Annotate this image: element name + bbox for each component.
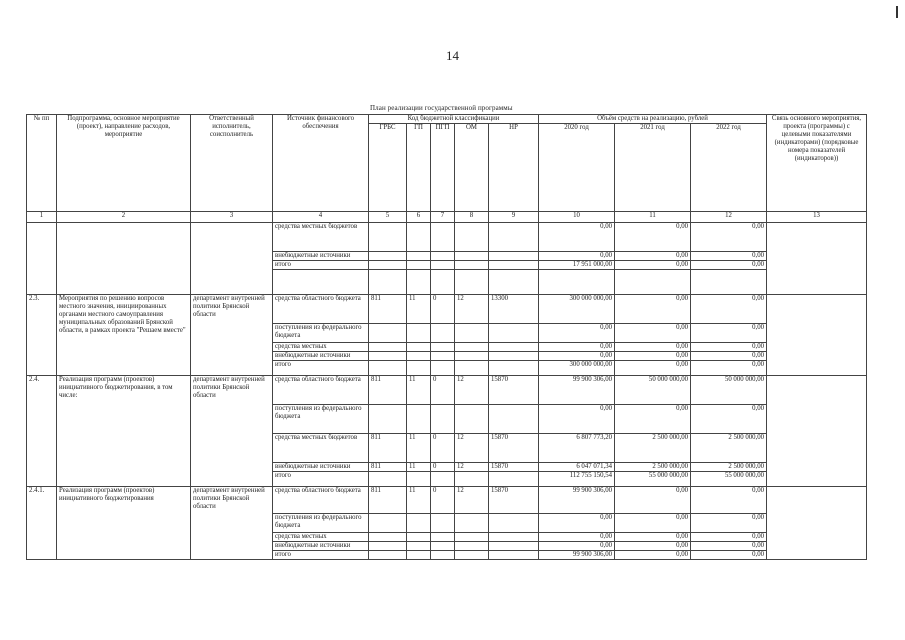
table-row	[27, 223, 867, 252]
code-om: 12	[455, 487, 489, 514]
amount-2020: 0,00	[539, 343, 615, 352]
amount-2020: 6 807 773,20	[539, 434, 615, 463]
amount-2020: 6 047 071,34	[539, 463, 615, 472]
row-number: 2.4.	[27, 376, 57, 487]
amount-2020: 99 900 306,00	[539, 376, 615, 405]
header-2022: 2022 год	[691, 124, 767, 212]
code-pgp: 0	[431, 463, 455, 472]
amount-2020: 112 755 150,54	[539, 472, 615, 487]
amount-2020: 0,00	[539, 324, 615, 343]
code-nr: 15870	[489, 376, 539, 405]
code-grbs: 811	[369, 487, 407, 514]
header-responsible: Ответственный исполнитель, соисполнитель	[191, 115, 273, 212]
col-number: 6	[407, 212, 431, 223]
source-label: итого	[273, 361, 369, 376]
code-nr: 13300	[489, 295, 539, 324]
header-grbs: ГРБС	[369, 124, 407, 212]
header-no: № пп	[27, 115, 57, 212]
responsible-dept: департамент внутренней политики Брянской области	[191, 487, 273, 560]
amount-2021: 55 000 000,00	[615, 472, 691, 487]
source-label: средства областного бюджета	[273, 376, 369, 405]
code-grbs: 811	[369, 463, 407, 472]
amount-2021: 0,00	[615, 343, 691, 352]
code-grbs: 811	[369, 434, 407, 463]
amount-2022: 0,00	[691, 343, 767, 352]
amount-2022: 0,00	[691, 324, 767, 343]
amount-2022: 55 000 000,00	[691, 472, 767, 487]
code-om: 12	[455, 463, 489, 472]
plan-table	[26, 114, 867, 560]
responsible-dept: департамент внутренней политики Брянской области	[191, 295, 273, 376]
source-label: внебюджетные источники	[273, 352, 369, 361]
source-label: внебюджетные источники	[273, 463, 369, 472]
col-number: 8	[455, 212, 489, 223]
header-link: Связь основного мероприятия, проекта (программы) с целевыми показателями (индикаторами) (порядковые номера показателей (индикаторов))	[767, 115, 867, 212]
col-number: 2	[57, 212, 191, 223]
code-pgp: 0	[431, 487, 455, 514]
code-om: 12	[455, 434, 489, 463]
amount-2022: 0,00	[691, 252, 767, 261]
responsible-dept: департамент внутренней политики Брянской области	[191, 376, 273, 487]
amount-2022: 50 000 000,00	[691, 376, 767, 405]
col-number: 1	[27, 212, 57, 223]
col-number: 3	[191, 212, 273, 223]
header-om: ОМ	[455, 124, 489, 212]
source-label: средства областного бюджета	[273, 487, 369, 514]
source-label: внебюджетные источники	[273, 252, 369, 261]
col-number: 7	[431, 212, 455, 223]
source-label: средства местных бюджетов	[273, 434, 369, 463]
cont-link-cell	[767, 223, 867, 295]
amount-2022: 0,00	[691, 542, 767, 551]
header-2020: 2020 год	[539, 124, 615, 212]
amount-2021: 0,00	[615, 405, 691, 434]
header-gp: ГП	[407, 124, 431, 212]
header-budget-code: Код бюджетной классификации	[369, 115, 539, 124]
code-gp: 11	[407, 434, 431, 463]
link-cell	[767, 295, 867, 376]
table-row	[27, 487, 867, 514]
header-nr: НР	[489, 124, 539, 212]
amount-2021: 0,00	[615, 261, 691, 270]
code-nr: 15870	[489, 434, 539, 463]
amount-2021: 0,00	[615, 352, 691, 361]
source-label: поступления из федерального бюджета	[273, 514, 369, 533]
source-label: итого	[273, 261, 369, 270]
source-label: итого	[273, 472, 369, 487]
header-volume: Объём средств на реализацию, рублей	[539, 115, 767, 124]
amount-2022: 0,00	[691, 533, 767, 542]
amount-2021: 0,00	[615, 324, 691, 343]
link-cell	[767, 376, 867, 487]
amount-2020: 99 900 306,00	[539, 487, 615, 514]
amount-2021: 0,00	[615, 223, 691, 252]
amount-2022: 0,00	[691, 223, 767, 252]
amount-2021: 0,00	[615, 361, 691, 376]
header-source: Источник финансового обеспечения	[273, 115, 369, 212]
amount-2021: 0,00	[615, 252, 691, 261]
amount-2022: 0,00	[691, 405, 767, 434]
source-label: поступления из федерального бюджета	[273, 405, 369, 434]
page-number: 14	[446, 48, 459, 63]
amount-2020: 0,00	[539, 514, 615, 533]
col-number: 13	[767, 212, 867, 223]
source-label: средства областного бюджета	[273, 295, 369, 324]
amount-2021: 0,00	[615, 295, 691, 324]
amount-2020: 17 951 000,00	[539, 261, 615, 270]
row-number: 2.4.1.	[27, 487, 57, 560]
code-om: 12	[455, 376, 489, 405]
header-pgp: ПГП	[431, 124, 455, 212]
amount-2021: 0,00	[615, 542, 691, 551]
source-label: средства местных	[273, 533, 369, 542]
cont-responsible-cell	[191, 223, 273, 295]
cont-name-cell	[57, 223, 191, 295]
amount-2022: 0,00	[691, 514, 767, 533]
amount-2021: 0,00	[615, 487, 691, 514]
amount-2021: 0,00	[615, 514, 691, 533]
code-grbs: 811	[369, 295, 407, 324]
event-name: Реализация программ (проектов) инициативного бюджетирования, в том числе:	[57, 376, 191, 487]
code-nr: 15870	[489, 487, 539, 514]
col-number: 11	[615, 212, 691, 223]
amount-2020: 99 900 306,00	[539, 551, 615, 560]
table-row	[27, 295, 867, 324]
amount-2022: 0,00	[691, 261, 767, 270]
link-cell	[767, 487, 867, 560]
event-name: Реализация программ (проектов) инициативного бюджетирования	[57, 487, 191, 560]
code-pgp: 0	[431, 434, 455, 463]
source-label: средства местных бюджетов	[273, 223, 369, 252]
source-label: итого	[273, 551, 369, 560]
table-row	[27, 376, 867, 405]
amount-2020: 0,00	[539, 223, 615, 252]
code-om: 12	[455, 295, 489, 324]
amount-2020: 0,00	[539, 533, 615, 542]
code-gp: 11	[407, 376, 431, 405]
event-name: Мероприятия по решению вопросов местного значения, инициированных органами местного самоуправления муниципальных образований Брянской области, в рамках проекта "Решаем вместе"	[57, 295, 191, 376]
code-pgp: 0	[431, 376, 455, 405]
amount-2022: 2 500 000,00	[691, 434, 767, 463]
source-label: поступления из федерального бюджета	[273, 324, 369, 343]
amount-2020: 0,00	[539, 352, 615, 361]
amount-2021: 2 500 000,00	[615, 463, 691, 472]
amount-2020: 0,00	[539, 542, 615, 551]
amount-2020: 0,00	[539, 252, 615, 261]
amount-2022: 0,00	[691, 487, 767, 514]
amount-2022: 0,00	[691, 361, 767, 376]
code-nr: 15870	[489, 463, 539, 472]
amount-2022: 2 500 000,00	[691, 463, 767, 472]
source-label: внебюджетные источники	[273, 542, 369, 551]
amount-2021: 50 000 000,00	[615, 376, 691, 405]
amount-2021: 0,00	[615, 533, 691, 542]
amount-2022: 0,00	[691, 295, 767, 324]
code-gp: 11	[407, 487, 431, 514]
col-number: 12	[691, 212, 767, 223]
amount-2022: 0,00	[691, 551, 767, 560]
cont-no-cell	[27, 223, 57, 295]
scan-edge-mark	[896, 6, 898, 18]
code-pgp: 0	[431, 295, 455, 324]
code-grbs: 811	[369, 376, 407, 405]
col-number: 4	[273, 212, 369, 223]
amount-2020: 300 000 000,00	[539, 295, 615, 324]
header-row-1	[27, 115, 867, 124]
amount-2020: 0,00	[539, 405, 615, 434]
col-number: 10	[539, 212, 615, 223]
col-number: 9	[489, 212, 539, 223]
code-gp: 11	[407, 295, 431, 324]
code-gp: 11	[407, 463, 431, 472]
table-caption: План реализации государственной программы	[370, 104, 513, 112]
col-number: 5	[369, 212, 407, 223]
amount-2022: 0,00	[691, 352, 767, 361]
amount-2021: 0,00	[615, 551, 691, 560]
row-number: 2.3.	[27, 295, 57, 376]
header-subprogram: Подпрограмма, основное мероприятие (проект), направление расходов, мероприятие	[57, 115, 191, 212]
header-2021: 2021 год	[615, 124, 691, 212]
amount-2021: 2 500 000,00	[615, 434, 691, 463]
amount-2020: 300 000 000,00	[539, 361, 615, 376]
source-label: средства местных	[273, 343, 369, 352]
column-numbers-row	[27, 212, 867, 223]
